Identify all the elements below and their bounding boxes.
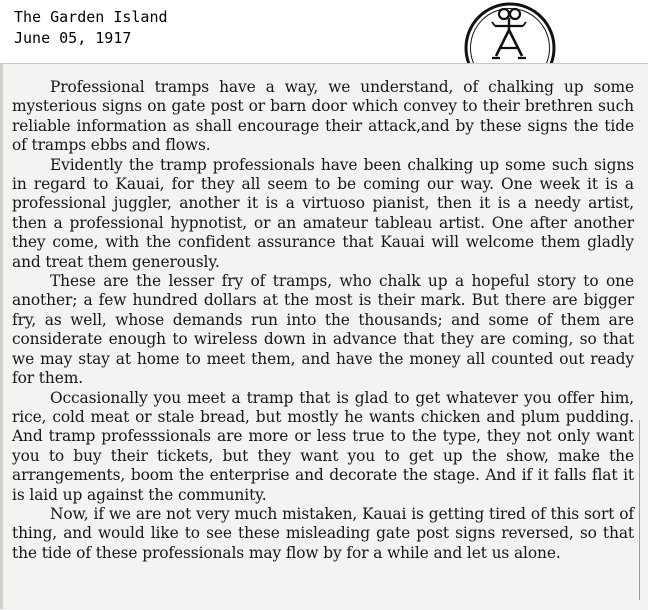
article-paragraph: These are the lesser fry of tramps, who chalk up a hopeful story to one another; a few hundred dollars at the most is their mark. But there are bigger fry, as well, whose demands run into the thousands; and some of them are considerate enough to wireless down in advance that they are coming, so that we may stay at home to meet them, and have the money all counted out ready for them.: [12, 272, 634, 388]
publication-title: The Garden Island: [14, 8, 168, 26]
clipping-left-edge: [0, 63, 3, 609]
article-paragraph: Evidently the tramp professionals have been chalking up some such signs in regard to Kauai, for they all seem to be coming our way. One week it is a professional juggler, another it is a virtuoso pianist, then it is a needy artist, then a professional hypnotist, or an amateur tableau artist. One after another they come, with the confident assurance that Kauai will welcome them gladly and treat them generously.: [12, 155, 634, 271]
publication-date: June 05, 1917: [14, 29, 132, 47]
article-paragraph: Professional tramps have a way, we understand, of chalking up some mysterious signs on gate post or barn door which convey to their brethren such reliable information as shall encourage their attack,and by these signs the tide of tramps ebbs and flows.: [12, 78, 634, 155]
article-paragraph: Now, if we are not very much mistaken, Kauai is getting tired of this sort of thing, and would like to see these misleading gate post signs reversed, so that the tide of these professionals may flow by for a while and let us alone.: [12, 504, 634, 562]
clipping-right-edge: [639, 420, 640, 600]
document-header: [14, 7, 168, 49]
article-paragraph: Occasionally you meet a tramp that is glad to get whatever you offer him, rice, cold meat or stale bread, but mostly he wants chicken and plum pudding. And tramp professsionals are more or less true to the type, they not only want you to buy their tickets, but they want you to get up the show, make the arrangements, boom the enterprise and decorate the stage. And if it falls flat it is laid up against the community.: [12, 388, 634, 504]
article-body: [12, 78, 634, 563]
